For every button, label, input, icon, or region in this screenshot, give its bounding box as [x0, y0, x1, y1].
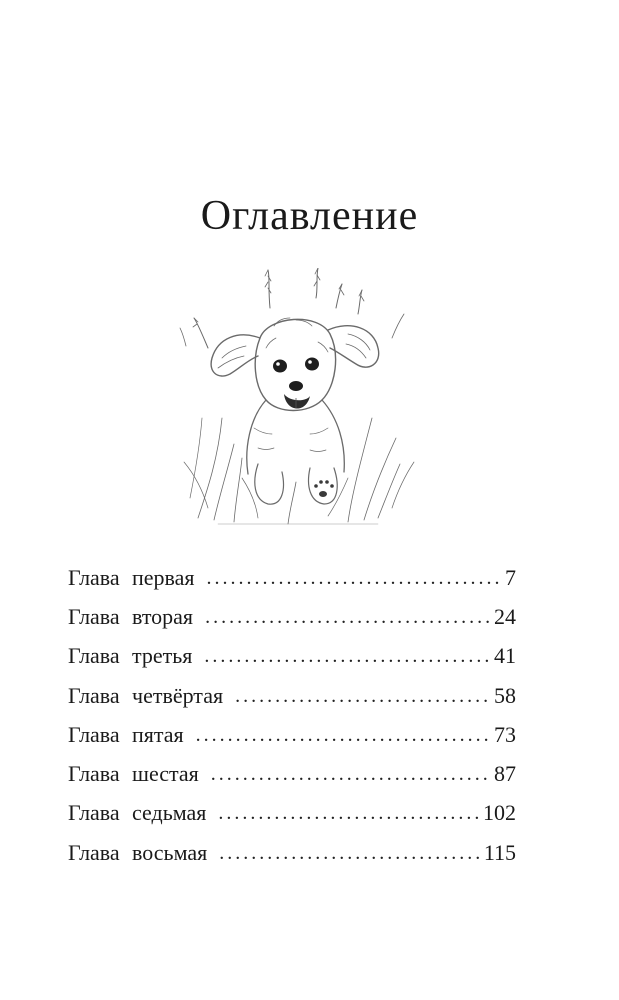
chapter-name: третья [132, 643, 193, 669]
toc-item[interactable] [68, 794, 516, 833]
chapter-name: пятая [132, 721, 184, 747]
puppy-illustration [178, 268, 418, 526]
chapter-name: восьмая [132, 839, 208, 865]
chapter-label: Глава [68, 603, 120, 629]
chapter-name: шестая [132, 761, 199, 787]
chapter-name: четвёртая [132, 682, 224, 708]
page-number: 7 [505, 564, 516, 590]
chapter-label: Глава [68, 564, 120, 590]
page-number: 41 [494, 643, 516, 669]
page-number: 87 [494, 761, 516, 787]
page-title: Оглавление [200, 193, 419, 239]
table-of-contents [68, 558, 516, 872]
toc-item[interactable] [68, 676, 516, 715]
toc-item[interactable] [68, 754, 516, 793]
dot-leader [207, 563, 503, 593]
puppy-in-grass-sketch-icon [178, 268, 418, 526]
toc-item[interactable] [68, 558, 516, 597]
page-number: 73 [494, 721, 516, 747]
page-number: 58 [494, 682, 516, 708]
dot-leader [219, 838, 482, 868]
chapter-label: Глава [68, 721, 120, 747]
chapter-label: Глава [68, 839, 120, 865]
toc-item[interactable] [68, 597, 516, 636]
dot-leader [196, 720, 492, 750]
page-number: 115 [483, 839, 516, 865]
chapter-label: Глава [68, 761, 120, 787]
chapter-name: вторая [132, 603, 194, 629]
page-number: 102 [483, 800, 516, 826]
dot-leader [205, 602, 492, 632]
chapter-name: седьмая [132, 800, 207, 826]
toc-item[interactable] [68, 637, 516, 676]
dot-leader [211, 759, 492, 789]
toc-item[interactable] [68, 833, 516, 872]
dot-leader [218, 798, 481, 828]
chapter-name: первая [132, 564, 195, 590]
chapter-label: Глава [68, 682, 120, 708]
toc-item[interactable] [68, 715, 516, 754]
dot-leader [235, 681, 492, 711]
chapter-label: Глава [68, 800, 120, 826]
page-number: 24 [494, 603, 516, 629]
chapter-label: Глава [68, 643, 120, 669]
dot-leader [204, 641, 492, 671]
